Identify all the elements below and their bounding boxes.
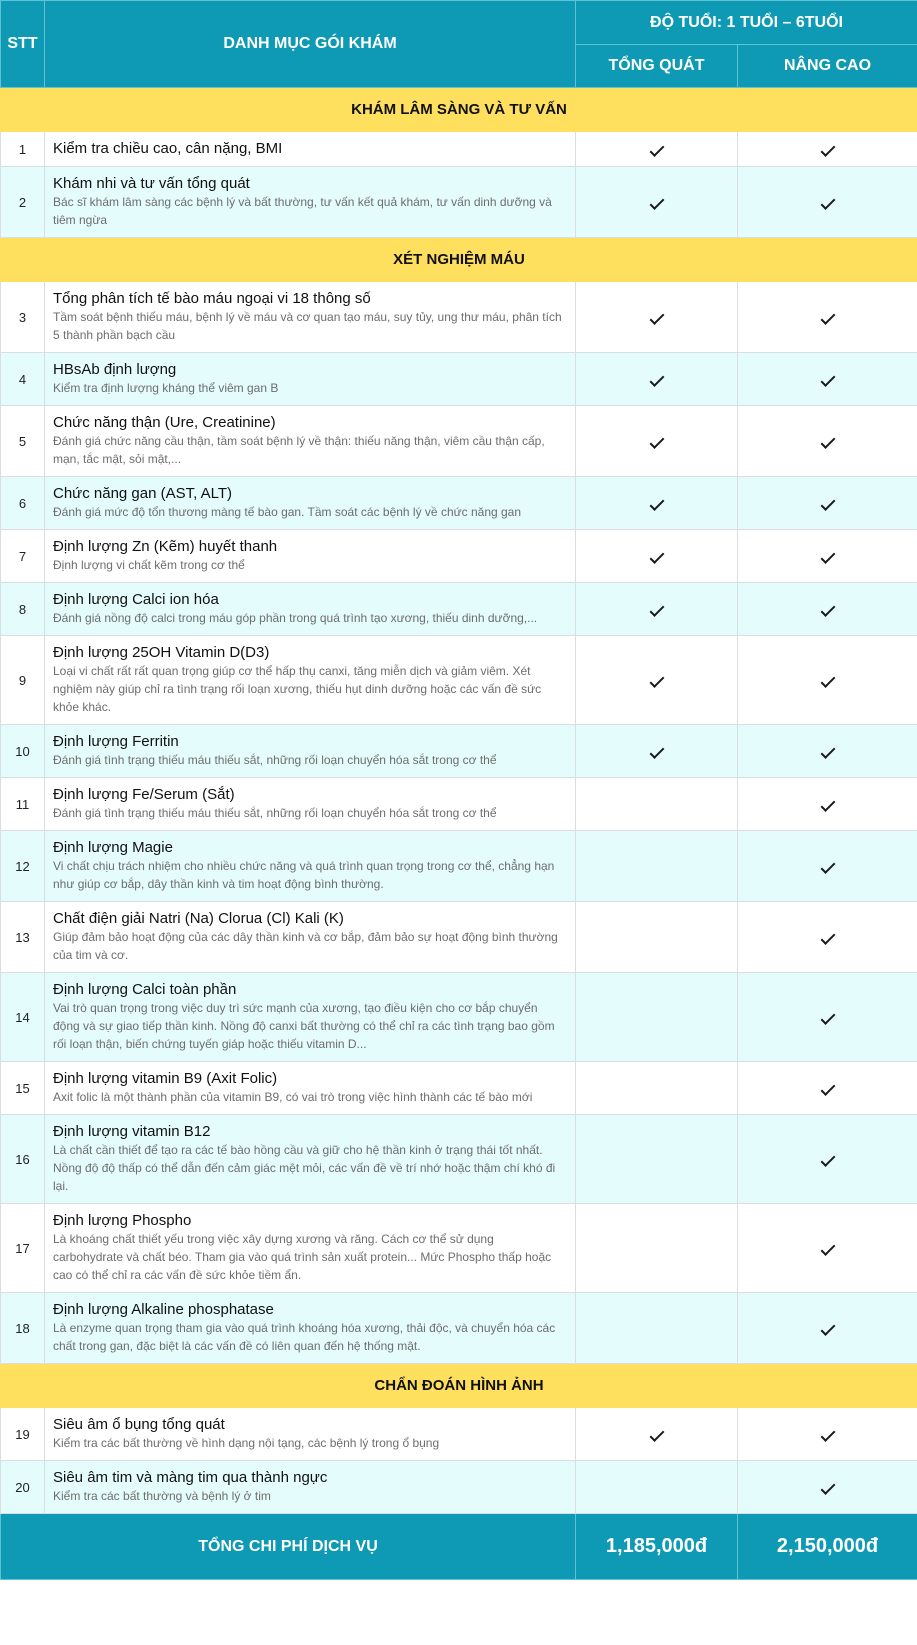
basic-included-cell [576, 1293, 738, 1364]
service-cell [45, 530, 576, 583]
check-icon [820, 1010, 835, 1025]
basic-included-cell [576, 636, 738, 725]
basic-included-cell [576, 1204, 738, 1293]
table-row [1, 282, 917, 353]
table-row [1, 530, 917, 583]
service-title: Chất điện giải Natri (Na) Clorua (Cl) Kali (K) [53, 910, 344, 927]
service-cell [45, 1293, 576, 1364]
advanced-included-cell [738, 902, 917, 973]
service-title: Định lượng Zn (Kẽm) huyết thanh [53, 538, 278, 555]
table-row [1, 1408, 917, 1461]
service-title: Định lượng Alkaline phosphatase [53, 1301, 274, 1318]
row-number: 14 [1, 973, 45, 1062]
service-description: Đánh giá tình trạng thiếu máu thiếu sắt, những rối loạn chuyển hóa sắt trong cơ thể [53, 806, 497, 820]
total-cost-row [1, 1514, 917, 1580]
service-title: Định lượng vitamin B9 (Axit Folic) [53, 1070, 278, 1087]
table-row [1, 778, 917, 831]
check-icon [649, 310, 664, 325]
service-title: HBsAb định lượng [53, 361, 177, 378]
table-body [1, 88, 917, 1514]
check-icon [649, 372, 664, 387]
service-title: Định lượng Calci toàn phần [53, 981, 237, 998]
check-icon [820, 797, 835, 812]
service-description: Đánh giá tình trạng thiếu máu thiếu sắt, những rối loạn chuyển hóa sắt trong cơ thể [53, 753, 497, 767]
service-description: Tầm soát bệnh thiếu máu, bệnh lý về máu và cơ quan tạo máu, suy tủy, ung thư máu, phân tích 5 thành phần bạch cầu [53, 310, 562, 342]
advanced-included-cell [738, 778, 917, 831]
advanced-included-cell [738, 353, 917, 406]
table-row [1, 831, 917, 902]
check-icon [820, 1081, 835, 1096]
service-cell [45, 973, 576, 1062]
service-title: Siêu âm ổ bụng tổng quát [53, 1416, 225, 1433]
check-icon [649, 195, 664, 210]
check-icon [820, 602, 835, 617]
row-number: 8 [1, 583, 45, 636]
advanced-included-cell [738, 583, 917, 636]
service-description: Là chất cần thiết để tạo ra các tế bào hồng cầu và giữ cho hệ thần kinh ở trạng thái tốt nhất. Nồng độ độ thấp có thể dẫn đến cảm giác mệt mỏi, các vấn đề về trí nhớ hoặc thậm chí khó đi lại. [53, 1143, 556, 1193]
row-number: 15 [1, 1062, 45, 1115]
table-row [1, 406, 917, 477]
service-title: Định lượng Fe/Serum (Sắt) [53, 786, 235, 803]
advanced-included-cell [738, 477, 917, 530]
section-header-row [1, 238, 917, 282]
check-icon [649, 1427, 664, 1442]
row-number: 9 [1, 636, 45, 725]
service-cell [45, 725, 576, 778]
service-title: Định lượng Calci ion hóa [53, 591, 219, 608]
check-icon [820, 1480, 835, 1495]
service-description: Kiểm tra các bất thường về hình dạng nội tạng, các bệnh lý trong ổ bụng [53, 1436, 440, 1450]
row-number: 5 [1, 406, 45, 477]
service-description: Kiểm tra định lượng kháng thể viêm gan B [53, 381, 279, 395]
table-row [1, 167, 917, 238]
check-icon [649, 496, 664, 511]
basic-included-cell [576, 132, 738, 167]
check-icon [820, 434, 835, 449]
check-icon [820, 859, 835, 874]
section-title: KHÁM LÂM SÀNG VÀ TƯ VẤN [1, 88, 917, 132]
service-cell [45, 583, 576, 636]
row-number: 16 [1, 1115, 45, 1204]
service-cell [45, 902, 576, 973]
section-header-row [1, 88, 917, 132]
service-title: Định lượng 25OH Vitamin D(D3) [53, 644, 270, 661]
service-description: Giúp đảm bảo hoạt động của các dây thần kinh và cơ bắp, đảm bảo sự hoạt động bình thường của tim và cơ. [53, 930, 558, 962]
basic-included-cell [576, 1115, 738, 1204]
basic-included-cell [576, 1461, 738, 1514]
basic-included-cell [576, 282, 738, 353]
total-cost-label: TỔNG CHI PHÍ DỊCH VỤ [1, 1514, 576, 1580]
basic-included-cell [576, 167, 738, 238]
check-icon [820, 1321, 835, 1336]
basic-included-cell [576, 530, 738, 583]
check-icon [649, 602, 664, 617]
service-description: Axit folic là một thành phần của vitamin B9, có vai trò trong việc hình thành các tế bào mới [53, 1090, 533, 1104]
row-number: 17 [1, 1204, 45, 1293]
row-number: 12 [1, 831, 45, 902]
service-description: Định lượng vi chất kẽm trong cơ thể [53, 558, 245, 572]
check-icon [820, 744, 835, 759]
basic-package-header: TỔNG QUÁT [576, 45, 738, 88]
table-row [1, 1293, 917, 1364]
row-number: 3 [1, 282, 45, 353]
row-number: 19 [1, 1408, 45, 1461]
check-icon [820, 1241, 835, 1256]
advanced-included-cell [738, 1062, 917, 1115]
check-icon [820, 1427, 835, 1442]
advanced-included-cell [738, 282, 917, 353]
service-title: Định lượng Phospho [53, 1212, 192, 1229]
service-description: Vai trò quan trọng trong việc duy trì sức mạnh của xương, tạo điều kiện cho cơ bắp chuyển động và sự giao tiếp thần kinh. Nồng độ canxi bất thường có thể chỉ ra các tình trạng bao gồm rối loạn thận, biến chứng tuyến giáp hoặc thiếu vitamin D... [53, 1001, 555, 1051]
service-title: Tổng phân tích tế bào máu ngoại vi 18 thông số [53, 290, 371, 307]
table-row [1, 1204, 917, 1293]
basic-included-cell [576, 831, 738, 902]
service-cell [45, 1461, 576, 1514]
check-icon [820, 372, 835, 387]
check-icon [649, 673, 664, 688]
advanced-included-cell [738, 636, 917, 725]
row-number: 11 [1, 778, 45, 831]
basic-included-cell [576, 477, 738, 530]
service-cell [45, 477, 576, 530]
table-row [1, 902, 917, 973]
service-cell [45, 1204, 576, 1293]
table-row [1, 477, 917, 530]
row-number: 13 [1, 902, 45, 973]
service-cell [45, 353, 576, 406]
basic-included-cell [576, 583, 738, 636]
service-description: Kiểm tra các bất thường và bệnh lý ở tim [53, 1489, 271, 1503]
advanced-included-cell [738, 1293, 917, 1364]
table-row [1, 353, 917, 406]
service-description: Đánh giá nồng độ calci trong máu góp phần trong quá trình tạo xương, thiếu dinh dưỡng,... [53, 611, 538, 625]
service-description: Đánh giá chức năng cầu thận, tầm soát bệnh lý về thận: thiếu năng thận, viêm cầu thận cấp, mạn, tắc mật, sỏi mật,... [53, 434, 545, 466]
advanced-included-cell [738, 1461, 917, 1514]
service-title: Định lượng Magie [53, 839, 173, 856]
basic-included-cell [576, 1408, 738, 1461]
section-title: XÉT NGHIỆM MÁU [1, 238, 917, 282]
check-icon [820, 549, 835, 564]
service-description: Là khoáng chất thiết yếu trong việc xây dựng xương và răng. Cách cơ thể sử dụng carbohydrate và chất béo. Tham gia vào quá trình sản xuất protein... Mức Phospho thấp hoặc cao có thể chỉ ra các vấn đề sức khỏe tiềm ẩn. [53, 1232, 552, 1282]
advanced-total-price: 2,150,000đ [738, 1514, 917, 1580]
basic-included-cell [576, 725, 738, 778]
row-number: 7 [1, 530, 45, 583]
table-row [1, 583, 917, 636]
table-row [1, 1461, 917, 1514]
advanced-included-cell [738, 973, 917, 1062]
advanced-included-cell [738, 1115, 917, 1204]
check-icon [820, 310, 835, 325]
check-icon [649, 549, 664, 564]
basic-included-cell [576, 778, 738, 831]
basic-included-cell [576, 902, 738, 973]
advanced-included-cell [738, 1408, 917, 1461]
row-number: 6 [1, 477, 45, 530]
service-cell [45, 167, 576, 238]
service-cell [45, 831, 576, 902]
service-description: Đánh giá mức độ tổn thương màng tế bào gan. Tầm soát các bệnh lý về chức năng gan [53, 505, 522, 519]
advanced-included-cell [738, 530, 917, 583]
advanced-included-cell [738, 725, 917, 778]
service-cell [45, 282, 576, 353]
table-header [1, 1, 917, 88]
check-icon [820, 142, 835, 157]
row-number: 1 [1, 132, 45, 167]
section-header-row [1, 1364, 917, 1408]
service-title: Kiểm tra chiều cao, cân nặng, BMI [53, 140, 283, 157]
table-row [1, 1115, 917, 1204]
advanced-package-header: NÂNG CAO [738, 45, 917, 88]
service-title: Định lượng Ferritin [53, 733, 179, 750]
advanced-included-cell [738, 167, 917, 238]
check-icon [649, 744, 664, 759]
package-list-header: DANH MỤC GÓI KHÁM [45, 1, 576, 88]
service-title: Chức năng gan (AST, ALT) [53, 485, 233, 502]
advanced-included-cell [738, 132, 917, 167]
service-description: Bác sĩ khám lâm sàng các bệnh lý và bất thường, tư vấn kết quả khám, tư vấn dinh dưỡng và tiêm ngừa [53, 195, 552, 227]
service-title: Khám nhi và tư vấn tổng quát [53, 175, 250, 192]
service-description: Vi chất chịu trách nhiệm cho nhiều chức năng và quá trình quan trọng trong cơ thể, chẳng hạn như giúp cơ bắp, dây thần kinh và tim hoạt động bình thường. [53, 859, 555, 891]
basic-included-cell [576, 353, 738, 406]
check-icon [820, 930, 835, 945]
check-icon [649, 434, 664, 449]
service-cell [45, 636, 576, 725]
service-cell [45, 778, 576, 831]
check-icon [649, 142, 664, 157]
service-cell [45, 1408, 576, 1461]
advanced-included-cell [738, 1204, 917, 1293]
table-row [1, 1062, 917, 1115]
check-icon [820, 195, 835, 210]
service-title: Định lượng vitamin B12 [53, 1123, 211, 1140]
service-description: Loại vi chất rất rất quan trọng giúp cơ thể hấp thụ canxi, tăng miễn dịch và giảm viêm. Xét nghiệm này giúp chỉ ra tình trạng rối loạn xương, thiếu hụt dinh dưỡng hoặc các vấn đề sức khỏe khác. [53, 664, 542, 714]
row-number: 18 [1, 1293, 45, 1364]
service-cell [45, 1062, 576, 1115]
service-cell [45, 1115, 576, 1204]
row-number: 20 [1, 1461, 45, 1514]
service-cell [45, 406, 576, 477]
row-number: 2 [1, 167, 45, 238]
row-number: 10 [1, 725, 45, 778]
advanced-included-cell [738, 406, 917, 477]
table-row [1, 636, 917, 725]
check-icon [820, 496, 835, 511]
table-row [1, 725, 917, 778]
basic-included-cell [576, 973, 738, 1062]
age-range-header: ĐỘ TUỔI: 1 TUỔI – 6TUỔI [576, 1, 917, 45]
section-title: CHẨN ĐOÁN HÌNH ẢNH [1, 1364, 917, 1408]
basic-included-cell [576, 406, 738, 477]
row-number: 4 [1, 353, 45, 406]
basic-total-price: 1,185,000đ [576, 1514, 738, 1580]
service-cell [45, 132, 576, 167]
table-row [1, 973, 917, 1062]
table-row [1, 132, 917, 167]
service-title: Siêu âm tim và màng tim qua thành ngực [53, 1469, 328, 1486]
advanced-included-cell [738, 831, 917, 902]
basic-included-cell [576, 1062, 738, 1115]
stt-header: STT [1, 1, 45, 88]
service-description: Là enzyme quan trọng tham gia vào quá trình khoáng hóa xương, thải độc, và chuyển hóa các chất trong gan, đặc biệt là các vấn đề có liên quan đến hệ thống mật. [53, 1321, 556, 1353]
check-icon [820, 1152, 835, 1167]
check-icon [820, 673, 835, 688]
service-title: Chức năng thận (Ure, Creatinine) [53, 414, 276, 431]
